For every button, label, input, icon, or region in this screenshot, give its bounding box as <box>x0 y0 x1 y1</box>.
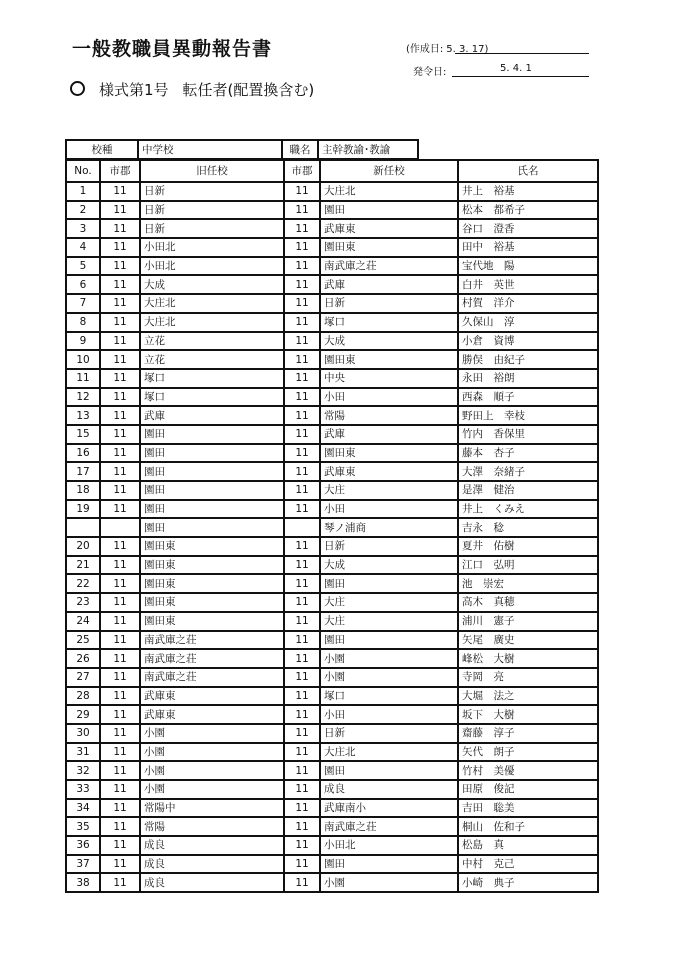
cell-name: 浦川 憲子 <box>458 612 598 631</box>
cell-new-school: 小園 <box>320 873 458 892</box>
transfer-table <box>65 159 599 893</box>
table-row <box>66 631 598 650</box>
cell-old-school: 成良 <box>140 873 284 892</box>
cell-city-new: 11 <box>284 724 320 743</box>
cell-new-school: 武庫南小 <box>320 799 458 818</box>
cell-new-school: 小田 <box>320 500 458 519</box>
cell-city-new: 11 <box>284 612 320 631</box>
cell-city-new: 11 <box>284 631 320 650</box>
cell-old-school: 園田東 <box>140 537 284 556</box>
cell-no: 32 <box>66 761 100 780</box>
table-row <box>66 294 598 313</box>
cell-old-school: 大庄北 <box>140 294 284 313</box>
table-row <box>66 873 598 892</box>
cell-old-school: 小田北 <box>140 257 284 276</box>
cell-name: 小崎 典子 <box>458 873 598 892</box>
cell-new-school: 武庫 <box>320 275 458 294</box>
cell-new-school: 南武庫之荘 <box>320 817 458 836</box>
cell-no: 21 <box>66 556 100 575</box>
cell-new-school: 日新 <box>320 724 458 743</box>
cell-city-new: 11 <box>284 275 320 294</box>
issued-date-label: 発令日: <box>413 67 447 78</box>
cell-old-school: 小園 <box>140 724 284 743</box>
cell-new-school: 大成 <box>320 332 458 351</box>
cell-no: 28 <box>66 687 100 706</box>
cell-city-new: 11 <box>284 313 320 332</box>
cell-old-school: 立花 <box>140 332 284 351</box>
col-city-old: 市郡 <box>100 160 140 182</box>
created-underline <box>455 53 589 54</box>
cell-name: 峰松 大樹 <box>458 649 598 668</box>
cell-name: 夏井 佑樹 <box>458 537 598 556</box>
cell-name: 勝俣 由紀子 <box>458 350 598 369</box>
cell-old-school: 園田 <box>140 462 284 481</box>
cell-old-school: 大成 <box>140 275 284 294</box>
cell-no: 2 <box>66 201 100 220</box>
table-row <box>66 275 598 294</box>
cell-city-old: 11 <box>100 631 140 650</box>
cell-name: 中村 克己 <box>458 855 598 874</box>
cell-city-new: 11 <box>284 238 320 257</box>
table-row <box>66 724 598 743</box>
cell-new-school: 小園 <box>320 668 458 687</box>
cell-name: 桐山 佐和子 <box>458 817 598 836</box>
cell-new-school: 中央 <box>320 369 458 388</box>
cell-name: 大堀 法之 <box>458 687 598 706</box>
cell-name: 小倉 資博 <box>458 332 598 351</box>
table-row <box>66 761 598 780</box>
cell-city-old: 11 <box>100 612 140 631</box>
cell-new-school: 大庄北 <box>320 182 458 201</box>
cell-city-new: 11 <box>284 425 320 444</box>
cell-no: 15 <box>66 425 100 444</box>
cell-city-old: 11 <box>100 406 140 425</box>
cell-city-new: 11 <box>284 743 320 762</box>
cell-city-old <box>100 518 140 537</box>
table-header-row <box>66 160 598 182</box>
cell-name: 寺岡 亮 <box>458 668 598 687</box>
cell-old-school: 塚口 <box>140 388 284 407</box>
cell-city-old: 11 <box>100 780 140 799</box>
form-number: 様式第1号 <box>99 81 169 99</box>
cell-old-school: 日新 <box>140 182 284 201</box>
cell-city-old: 11 <box>100 799 140 818</box>
cell-no: 19 <box>66 500 100 519</box>
cell-old-school: 日新 <box>140 219 284 238</box>
table-row <box>66 406 598 425</box>
cell-city-new: 11 <box>284 481 320 500</box>
cell-old-school: 日新 <box>140 201 284 220</box>
cell-city-new: 11 <box>284 462 320 481</box>
cell-old-school: 立花 <box>140 350 284 369</box>
table-row <box>66 425 598 444</box>
cell-name: 永田 裕朗 <box>458 369 598 388</box>
cell-city-old: 11 <box>100 687 140 706</box>
cell-old-school: 園田東 <box>140 556 284 575</box>
cell-new-school: 大庄北 <box>320 743 458 762</box>
cell-city-new: 11 <box>284 219 320 238</box>
cell-old-school: 園田 <box>140 481 284 500</box>
cell-city-new: 11 <box>284 388 320 407</box>
cell-name: 吉永 稔 <box>458 518 598 537</box>
table-row <box>66 668 598 687</box>
cell-name: 齋藤 淳子 <box>458 724 598 743</box>
cell-no: 35 <box>66 817 100 836</box>
cell-name: 松島 真 <box>458 836 598 855</box>
cell-new-school: 園田東 <box>320 238 458 257</box>
cell-city-old: 11 <box>100 556 140 575</box>
cell-new-school: 大成 <box>320 556 458 575</box>
cell-no: 22 <box>66 574 100 593</box>
cell-new-school: 塚口 <box>320 687 458 706</box>
cell-new-school: 塚口 <box>320 313 458 332</box>
cell-name: 村賀 洋介 <box>458 294 598 313</box>
cell-name: 松本 都希子 <box>458 201 598 220</box>
cell-no: 17 <box>66 462 100 481</box>
cell-new-school: 園田 <box>320 761 458 780</box>
school-type-value: 中学校 <box>138 140 282 159</box>
cell-no: 8 <box>66 313 100 332</box>
cell-old-school: 常陽 <box>140 817 284 836</box>
cell-city-old: 11 <box>100 649 140 668</box>
cell-name: 矢尾 廣史 <box>458 631 598 650</box>
issued-underline <box>452 76 589 77</box>
cell-no: 5 <box>66 257 100 276</box>
table-row <box>66 201 598 220</box>
cell-city-old: 11 <box>100 743 140 762</box>
cell-city-old: 11 <box>100 705 140 724</box>
circle-icon <box>70 81 85 96</box>
cell-city-old: 11 <box>100 219 140 238</box>
cell-no: 16 <box>66 444 100 463</box>
cell-city-old: 11 <box>100 369 140 388</box>
table-row <box>66 687 598 706</box>
table-row <box>66 556 598 575</box>
cell-old-school: 園田東 <box>140 612 284 631</box>
cell-new-school: 武庫 <box>320 425 458 444</box>
cell-city-old: 11 <box>100 537 140 556</box>
cell-city-old: 11 <box>100 500 140 519</box>
cell-no: 13 <box>66 406 100 425</box>
cell-no <box>66 518 100 537</box>
cell-city-old: 11 <box>100 761 140 780</box>
cell-no: 37 <box>66 855 100 874</box>
cell-old-school: 南武庫之荘 <box>140 631 284 650</box>
table-row <box>66 743 598 762</box>
cell-old-school: 成良 <box>140 836 284 855</box>
cell-city-old: 11 <box>100 873 140 892</box>
created-value: 5. 3. 17) <box>446 44 489 55</box>
cell-city-new: 11 <box>284 817 320 836</box>
position-value: 主幹教諭･教諭 <box>318 140 418 159</box>
cell-old-school: 小園 <box>140 743 284 762</box>
cell-no: 7 <box>66 294 100 313</box>
cell-city-old: 11 <box>100 238 140 257</box>
cell-city-old: 11 <box>100 817 140 836</box>
cell-city-old: 11 <box>100 855 140 874</box>
cell-name: 竹村 美優 <box>458 761 598 780</box>
cell-no: 11 <box>66 369 100 388</box>
cell-new-school: 琴ノ浦商 <box>320 518 458 537</box>
cell-name: 坂下 大樹 <box>458 705 598 724</box>
cell-old-school: 園田 <box>140 500 284 519</box>
cell-new-school: 小田北 <box>320 836 458 855</box>
cell-new-school: 武庫東 <box>320 219 458 238</box>
cell-new-school: 南武庫之荘 <box>320 257 458 276</box>
table-row <box>66 780 598 799</box>
cell-no: 1 <box>66 182 100 201</box>
cell-no: 6 <box>66 275 100 294</box>
cell-new-school: 日新 <box>320 537 458 556</box>
cell-no: 29 <box>66 705 100 724</box>
cell-city-new: 11 <box>284 799 320 818</box>
cell-name: 高木 真穂 <box>458 593 598 612</box>
cell-no: 38 <box>66 873 100 892</box>
table-row <box>66 444 598 463</box>
cell-city-old: 11 <box>100 350 140 369</box>
cell-city-new: 11 <box>284 406 320 425</box>
cell-city-old: 11 <box>100 462 140 481</box>
table-row <box>66 817 598 836</box>
table-row <box>66 705 598 724</box>
cell-no: 31 <box>66 743 100 762</box>
cell-old-school: 園田 <box>140 518 284 537</box>
table-row <box>66 836 598 855</box>
cell-city-old: 11 <box>100 332 140 351</box>
cell-city-old: 11 <box>100 388 140 407</box>
cell-old-school: 南武庫之荘 <box>140 668 284 687</box>
cell-city-old: 11 <box>100 182 140 201</box>
table-row <box>66 313 598 332</box>
cell-city-new: 11 <box>284 687 320 706</box>
cell-new-school: 日新 <box>320 294 458 313</box>
table-row <box>66 612 598 631</box>
header-info-table <box>65 139 419 160</box>
table-row <box>66 332 598 351</box>
cell-name: 藤本 杏子 <box>458 444 598 463</box>
cell-city-old: 11 <box>100 593 140 612</box>
cell-name: 井上 くみえ <box>458 500 598 519</box>
cell-name: 是澤 健治 <box>458 481 598 500</box>
table-row <box>66 481 598 500</box>
cell-old-school: 園田 <box>140 444 284 463</box>
cell-new-school: 園田 <box>320 201 458 220</box>
cell-no: 23 <box>66 593 100 612</box>
cell-no: 24 <box>66 612 100 631</box>
cell-no: 34 <box>66 799 100 818</box>
table-row <box>66 182 598 201</box>
cell-old-school: 武庫東 <box>140 687 284 706</box>
cell-city-new: 11 <box>284 444 320 463</box>
cell-old-school: 大庄北 <box>140 313 284 332</box>
cell-city-old: 11 <box>100 724 140 743</box>
cell-city-new <box>284 518 320 537</box>
cell-city-old: 11 <box>100 294 140 313</box>
form-kind: 転任者(配置換含む) <box>182 81 315 99</box>
cell-new-school: 園田 <box>320 631 458 650</box>
table-row <box>66 257 598 276</box>
cell-no: 20 <box>66 537 100 556</box>
position-label: 職名 <box>282 140 318 159</box>
cell-old-school: 塚口 <box>140 369 284 388</box>
cell-city-new: 11 <box>284 201 320 220</box>
cell-no: 33 <box>66 780 100 799</box>
table-row <box>66 350 598 369</box>
table-row <box>66 855 598 874</box>
cell-name: 大澤 奈緒子 <box>458 462 598 481</box>
cell-old-school: 南武庫之荘 <box>140 649 284 668</box>
cell-old-school: 小園 <box>140 761 284 780</box>
table-row <box>66 537 598 556</box>
cell-city-new: 11 <box>284 257 320 276</box>
cell-city-old: 11 <box>100 425 140 444</box>
cell-name: 田原 俊記 <box>458 780 598 799</box>
cell-old-school: 武庫東 <box>140 705 284 724</box>
cell-city-old: 11 <box>100 836 140 855</box>
cell-old-school: 小園 <box>140 780 284 799</box>
cell-no: 18 <box>66 481 100 500</box>
cell-old-school: 武庫 <box>140 406 284 425</box>
cell-no: 10 <box>66 350 100 369</box>
cell-city-new: 11 <box>284 369 320 388</box>
cell-new-school: 武庫東 <box>320 462 458 481</box>
cell-no: 4 <box>66 238 100 257</box>
cell-name: 野田上 幸枝 <box>458 406 598 425</box>
cell-city-new: 11 <box>284 855 320 874</box>
cell-new-school: 小田 <box>320 705 458 724</box>
table-row <box>66 574 598 593</box>
cell-city-new: 11 <box>284 574 320 593</box>
cell-no: 9 <box>66 332 100 351</box>
cell-no: 12 <box>66 388 100 407</box>
cell-new-school: 成良 <box>320 780 458 799</box>
cell-name: 田中 裕基 <box>458 238 598 257</box>
cell-name: 竹内 香保里 <box>458 425 598 444</box>
col-name: 氏名 <box>458 160 598 182</box>
cell-no: 27 <box>66 668 100 687</box>
cell-new-school: 小園 <box>320 649 458 668</box>
cell-city-new: 11 <box>284 294 320 313</box>
cell-name: 白井 英世 <box>458 275 598 294</box>
cell-city-new: 11 <box>284 593 320 612</box>
cell-city-old: 11 <box>100 574 140 593</box>
table-row <box>66 462 598 481</box>
cell-name: 池 崇宏 <box>458 574 598 593</box>
cell-city-old: 11 <box>100 481 140 500</box>
cell-city-new: 11 <box>284 649 320 668</box>
table-row <box>66 593 598 612</box>
table-row <box>66 500 598 519</box>
cell-city-old: 11 <box>100 313 140 332</box>
school-type-label: 校種 <box>66 140 138 159</box>
cell-no: 30 <box>66 724 100 743</box>
cell-old-school: 園田 <box>140 425 284 444</box>
cell-new-school: 園田 <box>320 574 458 593</box>
cell-city-new: 11 <box>284 182 320 201</box>
cell-name: 宝代地 陽 <box>458 257 598 276</box>
col-new-school: 新任校 <box>320 160 458 182</box>
cell-city-new: 11 <box>284 705 320 724</box>
cell-city-new: 11 <box>284 556 320 575</box>
cell-new-school: 園田東 <box>320 444 458 463</box>
cell-name: 江口 弘明 <box>458 556 598 575</box>
col-old-school: 旧任校 <box>140 160 284 182</box>
cell-name: 矢代 朗子 <box>458 743 598 762</box>
form-subtitle <box>70 79 314 100</box>
cell-city-old: 11 <box>100 444 140 463</box>
table-row <box>66 369 598 388</box>
cell-no: 26 <box>66 649 100 668</box>
cell-name: 久保山 淳 <box>458 313 598 332</box>
col-no: No. <box>66 160 100 182</box>
cell-new-school: 大庄 <box>320 612 458 631</box>
table-row <box>66 799 598 818</box>
cell-city-old: 11 <box>100 201 140 220</box>
cell-no: 3 <box>66 219 100 238</box>
document-title: 一般教職員異動報告書 <box>72 38 273 60</box>
cell-city-new: 11 <box>284 332 320 351</box>
cell-city-new: 11 <box>284 836 320 855</box>
cell-new-school: 園田東 <box>320 350 458 369</box>
cell-city-old: 11 <box>100 668 140 687</box>
cell-name: 吉田 聡美 <box>458 799 598 818</box>
cell-old-school: 成良 <box>140 855 284 874</box>
cell-city-new: 11 <box>284 668 320 687</box>
cell-no: 36 <box>66 836 100 855</box>
cell-city-new: 11 <box>284 780 320 799</box>
cell-old-school: 小田北 <box>140 238 284 257</box>
cell-city-new: 11 <box>284 350 320 369</box>
cell-new-school: 常陽 <box>320 406 458 425</box>
cell-name: 谷口 澄香 <box>458 219 598 238</box>
created-label: (作成日: <box>406 44 444 55</box>
cell-no: 25 <box>66 631 100 650</box>
table-row <box>66 388 598 407</box>
cell-new-school: 小田 <box>320 388 458 407</box>
issued-date-value: 5. 4. 1 <box>500 63 532 74</box>
col-city-new: 市郡 <box>284 160 320 182</box>
cell-name: 井上 裕基 <box>458 182 598 201</box>
table-row <box>66 518 598 537</box>
table-row <box>66 649 598 668</box>
cell-city-old: 11 <box>100 275 140 294</box>
cell-name: 西森 順子 <box>458 388 598 407</box>
cell-city-old: 11 <box>100 257 140 276</box>
cell-city-new: 11 <box>284 761 320 780</box>
table-row <box>66 219 598 238</box>
cell-new-school: 大庄 <box>320 481 458 500</box>
cell-city-new: 11 <box>284 873 320 892</box>
cell-city-new: 11 <box>284 500 320 519</box>
table-row <box>66 238 598 257</box>
cell-old-school: 園田東 <box>140 574 284 593</box>
cell-old-school: 常陽中 <box>140 799 284 818</box>
cell-new-school: 園田 <box>320 855 458 874</box>
cell-old-school: 園田東 <box>140 593 284 612</box>
cell-city-new: 11 <box>284 537 320 556</box>
cell-new-school: 大庄 <box>320 593 458 612</box>
